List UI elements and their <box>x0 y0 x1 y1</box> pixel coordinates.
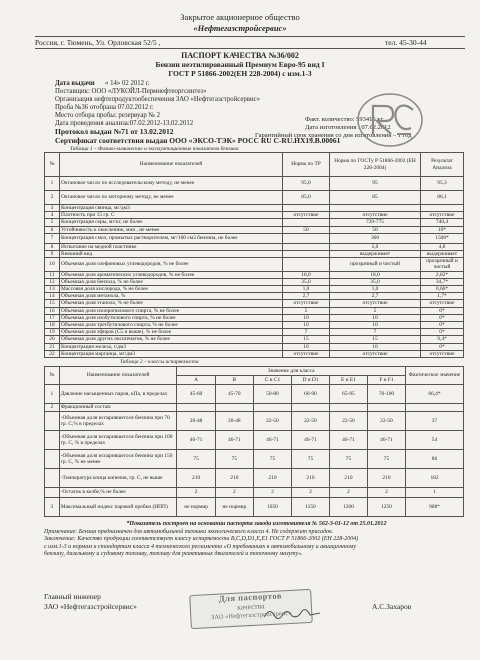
table2-cell-value: 22-50 <box>291 412 329 431</box>
warranty-period: Гарантийный срок хранения со дня изготовления – 1 год <box>255 132 412 139</box>
table2-cell-value: 75 <box>177 450 215 469</box>
table1-cell-gost: 5 <box>330 307 421 314</box>
table2-caption: Таблица 2 – классы испаряемости <box>120 359 199 365</box>
table2-cell-value: 2 <box>367 488 405 498</box>
table2-cell-value <box>215 404 253 412</box>
table2-header-row-1 <box>45 367 464 376</box>
table1-row <box>45 278 464 285</box>
table1-cell-num: 18 <box>45 322 60 329</box>
physical-chemical-table <box>44 152 464 358</box>
table1-row <box>45 243 464 250</box>
table1-row <box>45 286 464 293</box>
table2-header-group: Значение для класса <box>177 367 406 376</box>
note-passport-basis: *Показатель построен на основании паспорта завода изготовителя № 562-3-01-12 от 25.01.2012 <box>126 521 387 527</box>
table1-cell-result: 0* <box>421 307 464 314</box>
fact-quantity: Факт. количество: 593416 кг <box>305 116 384 123</box>
table1-row <box>45 205 464 212</box>
table2-cell-value: 60-90 <box>291 385 329 404</box>
table2-cell-value: 2 <box>291 488 329 498</box>
table2-row <box>45 498 464 517</box>
issue-date: « 14» 02 2012 г. <box>105 80 150 87</box>
table1-header-result: Результат Анализа <box>421 153 464 177</box>
table1-row <box>45 226 464 233</box>
header-divider-bottom <box>35 48 465 49</box>
table2-row <box>45 431 464 450</box>
table2-row <box>45 450 464 469</box>
analysis-date: Дата проведения анализа:07.02.2012-13.02.2012 <box>55 120 194 127</box>
table2-cell-name: -Объемная доля испарившегося бензина при 70 гр. С,% в пределах <box>59 412 177 431</box>
table1-cell-num: 11 <box>45 271 60 278</box>
table1-cell-num: 21 <box>45 343 60 350</box>
table1-cell-tr: 5 <box>283 307 330 314</box>
table1-cell-gost: отсутствие <box>330 350 421 357</box>
table2-cell-num <box>45 412 60 431</box>
table1-row <box>45 307 464 314</box>
table2-cell-fact: 908* <box>405 498 463 517</box>
table2-cell-value: 22-50 <box>329 412 367 431</box>
table2-class-header: B <box>215 376 253 385</box>
table1-cell-tr: 2,7 <box>283 293 330 300</box>
table2-cell-value: 75 <box>329 450 367 469</box>
table1-row <box>45 219 464 226</box>
table1-cell-result: 34,7* <box>421 278 464 285</box>
table1-cell-gost: прозрачный и чистый <box>330 258 421 271</box>
table2-cell-num: 2 <box>45 404 60 412</box>
header-divider-top <box>35 36 465 37</box>
table1-row <box>45 322 464 329</box>
table1-cell-name: Массовая доля кислорода, % не более <box>60 286 283 293</box>
table1-cell-gost: 18,0 <box>330 271 421 278</box>
table2-cell-value: 210 <box>329 469 367 488</box>
table2-cell-value: не нормир <box>215 498 253 517</box>
table1-cell-num: 22 <box>45 350 60 357</box>
table1-cell-tr: 95,0 <box>283 177 330 191</box>
table1-cell-num: 16 <box>45 307 60 314</box>
table2-cell-value: 75 <box>215 450 253 469</box>
table1-row <box>45 343 464 350</box>
table2-cell-fact: 1 <box>405 488 463 498</box>
table1-cell-gost: отсутствие <box>330 212 421 219</box>
table1-cell-name: Объемная доля метанола, % <box>60 293 283 300</box>
table1-cell-tr <box>283 233 330 243</box>
table1-row <box>45 300 464 307</box>
table1-cell-num: 20 <box>45 336 60 343</box>
table2-cell-value <box>291 404 329 412</box>
table1-cell-tr: 18,0 <box>283 271 330 278</box>
table1-cell-result: 0,66* <box>421 286 464 293</box>
table1-cell-num: 7 <box>45 233 60 243</box>
table2-cell-value <box>367 404 405 412</box>
table1-cell-num: 13 <box>45 286 60 293</box>
table1-cell-gost <box>330 205 421 212</box>
table2-cell-value: 46-71 <box>177 431 215 450</box>
table1-cell-result: прозрачный и чистый <box>421 258 464 271</box>
table1-cell-tr: 10 <box>283 343 330 350</box>
table1-cell-result: отсутствие <box>421 212 464 219</box>
table2-cell-num <box>45 450 60 469</box>
passport-title: ПАСПОРТ КАЧЕСТВА №36/002 <box>181 51 299 60</box>
table2-cell-value: 20-48 <box>215 412 253 431</box>
table1-cell-num: 8 <box>45 243 60 250</box>
stamp-line-3: ЗАО «Нефтегазстройсервис» <box>210 609 292 622</box>
table2-cell-value: 46-71 <box>367 431 405 450</box>
table2-class-header: E и E1 <box>329 376 367 385</box>
company-phone: тел. 45-30-44 <box>385 38 427 47</box>
table1-cell-tr: 50 <box>283 226 330 233</box>
table2-class-header: C и C1 <box>253 376 291 385</box>
volatility-class-table <box>44 366 464 517</box>
table1-cell-num: 4 <box>45 212 60 219</box>
rst-logo-icon <box>355 90 425 150</box>
table2-cell-value: 1200 <box>329 498 367 517</box>
table1-cell-tr: 1,0 <box>283 286 330 293</box>
table2-cell-value: 210 <box>367 469 405 488</box>
table1-cell-name: Концентрация свинца, мг/дм3 <box>60 205 283 212</box>
gost-reference: ГОСТ Р 51866-2002(ЕН 228-2004) с изм.1-3 <box>168 69 312 78</box>
table1-cell-tr: 10 <box>283 322 330 329</box>
table1-header-row <box>45 153 464 177</box>
table1-cell-num: 5 <box>45 219 60 226</box>
table1-cell-num: 2 <box>45 191 60 205</box>
table2-cell-value: 210 <box>253 469 291 488</box>
table2-cell-num: 1 <box>45 385 60 404</box>
table1-cell-result: 1,7* <box>421 293 464 300</box>
table1-cell-num: 15 <box>45 300 60 307</box>
table1-cell-name: Объемная доля этанола, % не более <box>60 300 283 307</box>
table2-cell-fact: 182 <box>405 469 463 488</box>
table2-cell-fact: 37 <box>405 412 463 431</box>
table1-cell-result: отсутствие <box>421 300 464 307</box>
table2-header-fact: Фактическое значение <box>405 367 463 385</box>
table1-cell-name: Плотность при 15 гр. С <box>60 212 283 219</box>
table2-cell-value: 65-95 <box>329 385 367 404</box>
table1-cell-gost: 50 <box>330 226 421 233</box>
sampling-place: Место отбора пробы: резервуар № 2 <box>55 112 161 119</box>
company-line-2: «Нефтегазстройсервис» <box>193 23 287 33</box>
table1-cell-result: 1500* <box>421 233 464 243</box>
chief-engineer-company: ЗАО «Нефтегазстройсервис» <box>44 602 137 611</box>
signature-icon <box>262 605 322 621</box>
table1-cell-result: 0* <box>421 343 464 350</box>
table2-header-num: № <box>45 367 60 385</box>
table1-cell-gost: 2,7 <box>330 293 421 300</box>
table2-cell-value: 75 <box>367 450 405 469</box>
table2-cell-value: 2 <box>215 488 253 498</box>
table1-cell-name: Объемная доля ароматических углеводородов, % не более <box>60 271 283 278</box>
table1-cell-gost: 10 <box>330 314 421 321</box>
protocol-info: Протокол выдан №71 от 13.02.2012 <box>55 127 174 136</box>
supply-organization: Организация нефтепродуктообеспечения ЗАО «Нефтегазстройсервис» <box>55 96 261 103</box>
table1-cell-result: отсутствие <box>421 350 464 357</box>
table2-cell-num <box>45 488 60 498</box>
table1-cell-gost: 10 <box>330 343 421 350</box>
table2-cell-value: 2 <box>329 488 367 498</box>
table1-row <box>45 251 464 258</box>
table1-cell-gost: 15 <box>330 336 421 343</box>
table1-cell-tr: 10 <box>283 314 330 321</box>
table2-cell-value: 45-60 <box>177 385 215 404</box>
table2-cell-value: 1250 <box>367 498 405 517</box>
note-conclusion-cont-2: бензину, дизельному и судовому топливу, топливу для реактивных двигателей и топочному мазуту». <box>44 551 303 557</box>
table2-class-header: A <box>177 376 215 385</box>
table2-cell-value: 210 <box>215 469 253 488</box>
table2-cell-value: 210 <box>291 469 329 488</box>
table1-header-gost: Норма по ГОСТу Р 51866-2002 (ЕН 228-2004) <box>330 153 421 177</box>
table1-cell-tr <box>283 219 330 226</box>
table1-cell-name: Объемная доля третбутилового спирта, % не более <box>60 322 283 329</box>
table1-cell-name: Октановое число по моторному методу, не менее <box>60 191 283 205</box>
table1-cell-num: 9 <box>45 251 60 258</box>
table1-cell-result: 4,8 <box>421 243 464 250</box>
table1-cell-gost: 720-775 <box>330 219 421 226</box>
table2-cell-value: 2 <box>253 488 291 498</box>
table1-cell-name: Объемная доля эфиров (С5 и выше), % не более <box>60 329 283 336</box>
table1-header-tr: Норма по ТР <box>283 153 330 177</box>
table1-cell-tr <box>283 205 330 212</box>
table1-cell-result: выдерживает <box>421 251 464 258</box>
table1-cell-tr <box>283 258 330 271</box>
table1-cell-gost: 10 <box>330 322 421 329</box>
table2-row <box>45 488 464 498</box>
table1-cell-gost: 1,0 <box>330 286 421 293</box>
table2-cell-value: 50-80 <box>253 385 291 404</box>
table1-cell-num: 19 <box>45 329 60 336</box>
table1-cell-gost: выдерживает <box>330 251 421 258</box>
table2-cell-value: 46-71 <box>215 431 253 450</box>
table2-cell-value: 75 <box>253 450 291 469</box>
table2-header-name: Наименование показателей <box>59 367 177 385</box>
table1-cell-num: 3 <box>45 205 60 212</box>
table1-cell-tr: отсутствие <box>283 212 330 219</box>
table1-row <box>45 233 464 243</box>
table1-row <box>45 271 464 278</box>
table1-cell-result: 86,1 <box>421 191 464 205</box>
table2-cell-name: Давление насыщенных паров, кПа, в пределах <box>59 385 177 404</box>
table2-cell-name: Фракционный состав: <box>59 404 177 412</box>
note-conclusion: Заключение: Качество продукции соответствует классу испаряемости B,C,D,D1,E,E1 ГОСТ Р 51866-2002 (ЕН 228-2004) <box>44 536 359 542</box>
table1-row <box>45 329 464 336</box>
table2-row <box>45 404 464 412</box>
table1-cell-result: 740,4 <box>421 219 464 226</box>
table2-cell-value: 2 <box>177 488 215 498</box>
table1-cell-result: 0* <box>421 314 464 321</box>
table1-cell-num: 14 <box>45 293 60 300</box>
table1-cell-gost: 85 <box>330 191 421 205</box>
supplier: Поставщик: ООО «ЛУКОЙЛ-Пермнефтеоргсинтез» <box>55 88 207 95</box>
table1-row <box>45 191 464 205</box>
table1-cell-name: Объемная доля бензола, % не более <box>60 278 283 285</box>
table2-cell-name: -Остаток в колбе,% не более <box>59 488 177 498</box>
table2-cell-fact <box>405 404 463 412</box>
table1-row <box>45 293 464 300</box>
chief-engineer-name: А.С.Захаров <box>372 602 412 611</box>
table2-cell-num <box>45 431 60 450</box>
table1-cell-tr: 15 <box>283 336 330 343</box>
table1-cell-gost: 5,0 <box>330 243 421 250</box>
table1-row <box>45 177 464 191</box>
table1-cell-gost: 35,0 <box>330 278 421 285</box>
notes-block <box>44 521 469 559</box>
stamp-line-1: Для паспортов <box>218 590 283 604</box>
table2-row <box>45 385 464 404</box>
stamp-line-2: качества <box>237 601 265 612</box>
table1-caption: Таблица 1 – Физико-химические и эксплуатационные показатели бензина <box>70 146 239 152</box>
table2-cell-fact: 86 <box>405 450 463 469</box>
table2-cell-fact: 54 <box>405 431 463 450</box>
table2-class-header: F и F1 <box>367 376 405 385</box>
table1-cell-name: Концентрация серы, мг/кг, не более <box>60 219 283 226</box>
table1-cell-name: Концентрация смол, промытых растворителем, мг/100 см3 бензина, не более <box>60 233 283 243</box>
table2-row <box>45 412 464 431</box>
table1-row <box>45 350 464 357</box>
sample-info: Проба №36 отобрана 07.02.2012 г. <box>55 104 154 111</box>
table2-cell-value: 1050 <box>253 498 291 517</box>
table1-cell-name: Концентрация железа, г/дм3 <box>60 343 283 350</box>
table2-cell-value: 210 <box>177 469 215 488</box>
table1-cell-num: 17 <box>45 314 60 321</box>
table2-cell-value <box>253 404 291 412</box>
table1-row <box>45 314 464 321</box>
table2-cell-name: Максимальный индекс паровой пробки (ИПП) <box>59 498 177 517</box>
product-name: Бензин неэтилированный Премиум Евро-95 вид I <box>155 60 325 69</box>
table1-cell-name: Концентрация марганца, мг/дм3 <box>60 350 283 357</box>
note-purpose: Примечание: Бензин предназначен для автомобильной техники экологического класса 4. Не содержит присадок. <box>44 528 334 535</box>
table1-cell-name: Объемная доля олефиновых углеводородов, % не более <box>60 258 283 271</box>
table1-cell-tr: отсутствие <box>283 350 330 357</box>
table1-row <box>45 336 464 343</box>
table1-cell-result <box>421 205 464 212</box>
company-address: Россия, г. Тюмень, Ул. Орловская 52/5 , <box>35 38 161 47</box>
table1-cell-tr: 85,0 <box>283 191 330 205</box>
company-line-1: Закрытое акционерное общество <box>180 12 300 22</box>
table2-cell-value <box>177 404 215 412</box>
table1-cell-gost: 7 <box>330 329 421 336</box>
table1-cell-num: 6 <box>45 226 60 233</box>
table2-cell-value: 70-100 <box>367 385 405 404</box>
certificate-info: Сертификат соответствия выдан ООО «ЭКСО-ТЭК» РОСС RU С-RU.НХ19.В.00061 <box>55 136 341 145</box>
table1-header-name: Наименование показателей <box>60 153 283 177</box>
table2-cell-value: 20-48 <box>177 412 215 431</box>
table2-cell-num: 3 <box>45 498 60 517</box>
table1-cell-name: Объемная доля изобутилового спирта, % не более <box>60 314 283 321</box>
table2-cell-value <box>329 404 367 412</box>
table2-cell-value: не нормир <box>177 498 215 517</box>
table1-cell-gost: 95 <box>330 177 421 191</box>
table1-cell-tr: 7 <box>283 329 330 336</box>
table2-cell-value: 1150 <box>291 498 329 517</box>
table2-cell-value: 46-71 <box>253 431 291 450</box>
table1-cell-result: 2,82* <box>421 271 464 278</box>
table2-row <box>45 469 464 488</box>
table1-cell-tr <box>283 243 330 250</box>
table2-cell-name: -Объемная доля испарившегося бензина при 150 гр. С, % не менее <box>59 450 177 469</box>
table2-cell-name: -Температура конца кипения, гр. С, не выше <box>59 469 177 488</box>
table1-cell-name: Объемная доля других оксигенатов, % не более <box>60 336 283 343</box>
table1-cell-tr: отсутствие <box>283 300 330 307</box>
table1-cell-gost: 360 <box>330 233 421 243</box>
table1-cell-name: Испытание на медной пластинке <box>60 243 283 250</box>
table2-cell-name: -Объемная доля испарившегося бензина при 100 гр. С, % в пределах <box>59 431 177 450</box>
table2-cell-value: 22-50 <box>253 412 291 431</box>
table1-cell-tr <box>283 251 330 258</box>
table2-cell-num <box>45 469 60 488</box>
issue-date-label: Дата выдачи <box>55 80 95 87</box>
table1-cell-num: 10 <box>45 258 60 271</box>
table2-cell-value: 46-71 <box>329 431 367 450</box>
table2-cell-value: 45-70 <box>215 385 253 404</box>
table1-cell-gost: отсутствие <box>330 300 421 307</box>
table1-cell-num: 12 <box>45 278 60 285</box>
table1-row <box>45 212 464 219</box>
table1-cell-name: Октановое число по исследовательскому методу, не менее <box>60 177 283 191</box>
table1-cell-num: 1 <box>45 177 60 191</box>
table1-cell-result: 0* <box>421 322 464 329</box>
table1-row <box>45 258 464 271</box>
table1-cell-result: 95,3 <box>421 177 464 191</box>
table2-cell-value: 46-71 <box>291 431 329 450</box>
table1-cell-result: 10* <box>421 226 464 233</box>
table2-cell-fact: 66,4* <box>405 385 463 404</box>
table1-cell-result: 0* <box>421 329 464 336</box>
table1-header-num: № <box>45 153 60 177</box>
note-conclusion-cont-1: с изм.1-3 и нормам и стандартам класса 4 технического регламента «О требованиях к автомобильному и авиационному <box>44 543 356 550</box>
chief-engineer-label: Главный инженер <box>44 592 101 601</box>
table2-class-header: D и D1 <box>291 376 329 385</box>
table2-cell-value: 22-50 <box>367 412 405 431</box>
certification-logo <box>355 90 425 150</box>
table1-cell-name: Устойчивость к окислению, мин , не менее <box>60 226 283 233</box>
table1-cell-result: 9,4* <box>421 336 464 343</box>
table2-cell-value: 75 <box>291 450 329 469</box>
table1-cell-tr: 35,0 <box>283 278 330 285</box>
production-date: Дата изготовления : 07.02.2012 <box>305 124 391 131</box>
table1-cell-name: Внешний вид <box>60 251 283 258</box>
table1-cell-name: Объемная доля изопропилового спирта, % не более <box>60 307 283 314</box>
